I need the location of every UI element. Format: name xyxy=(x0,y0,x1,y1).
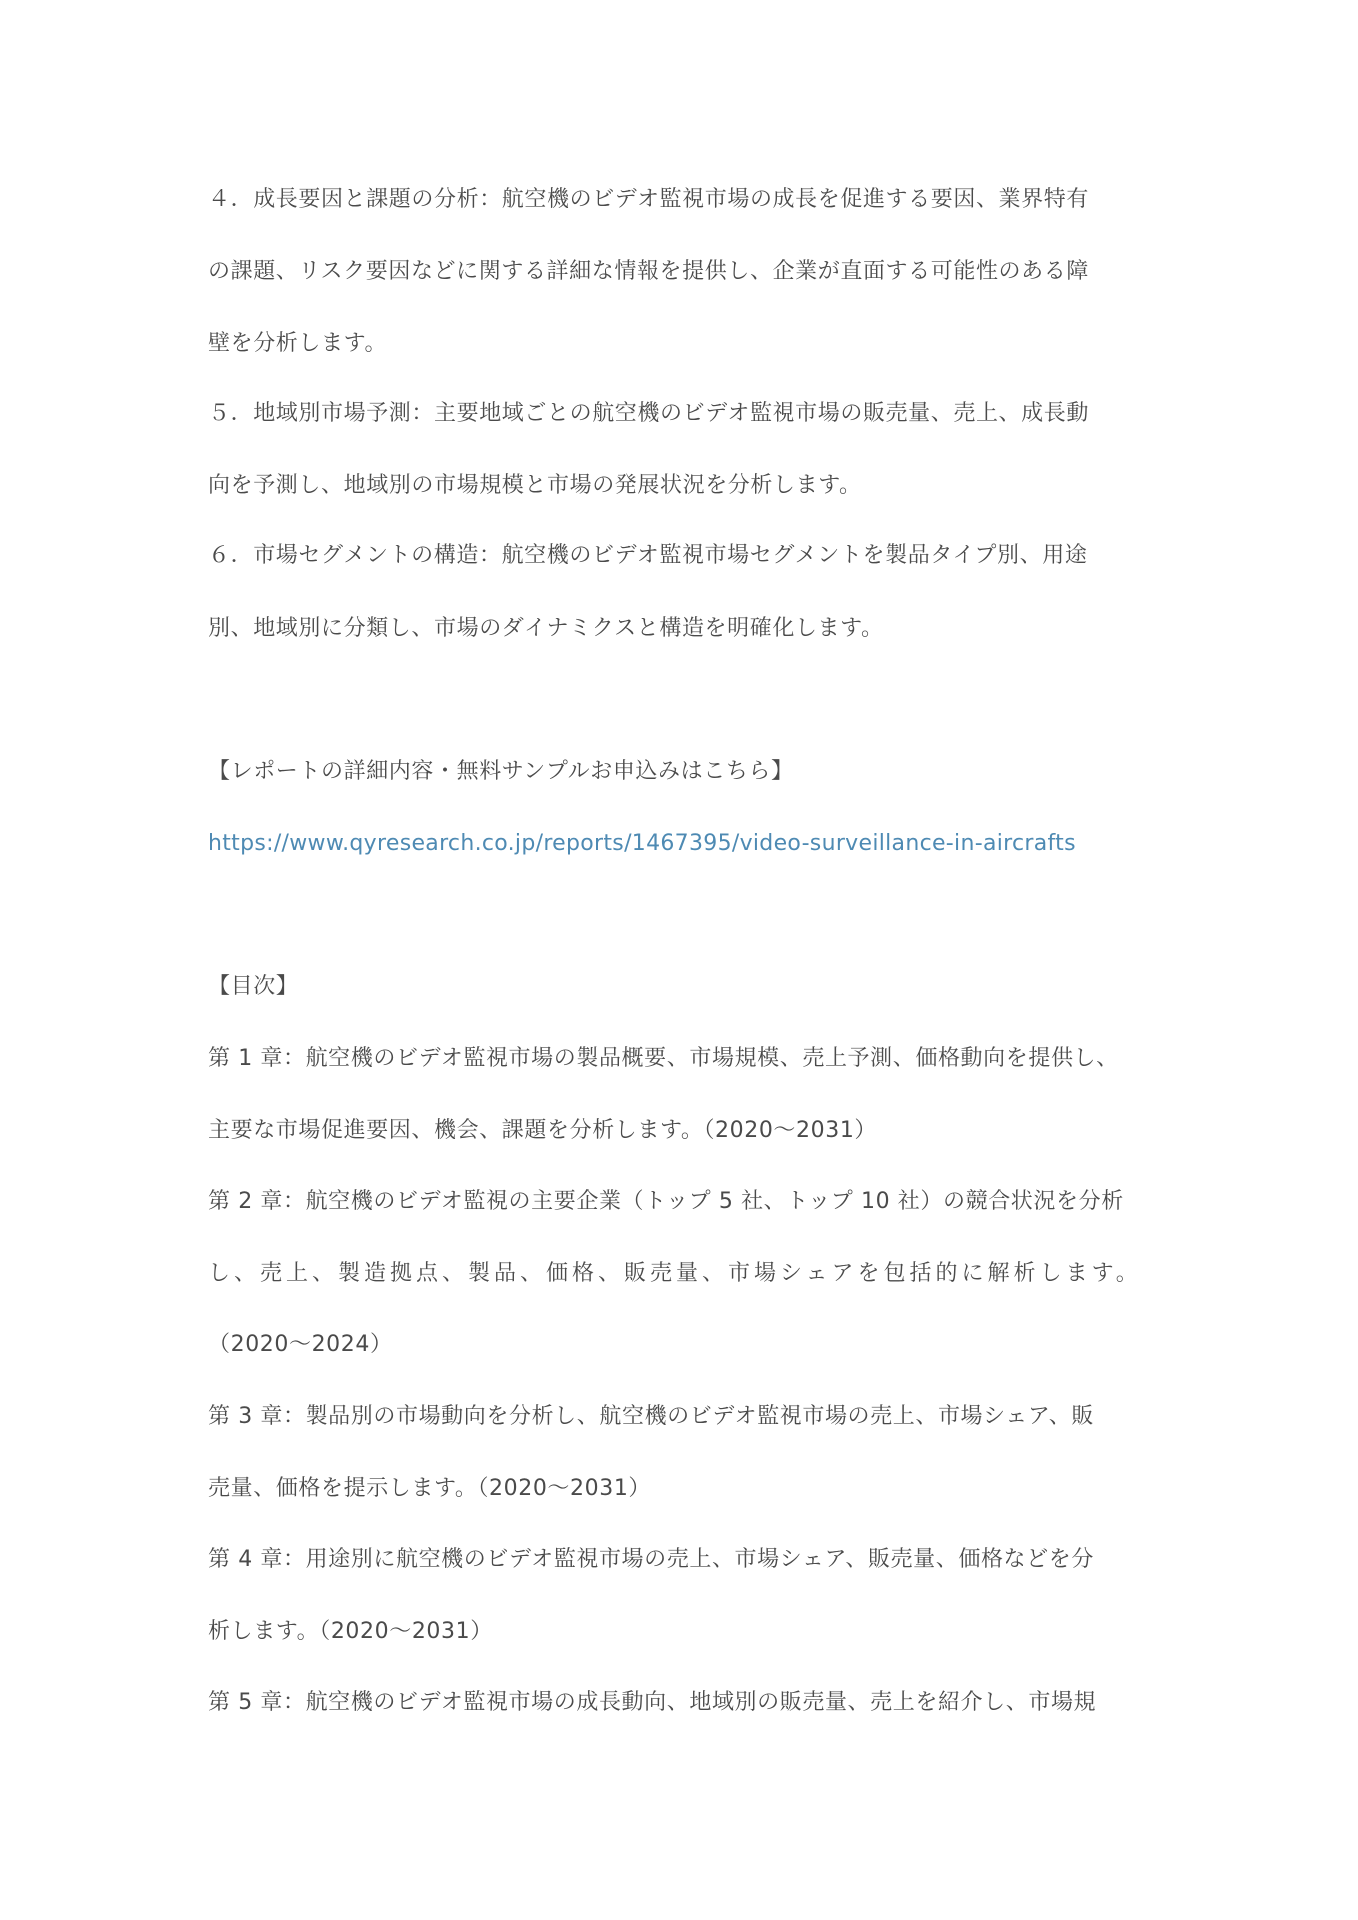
text-line: 別、地域別に分類し、市場のダイナミクスと構造を明確化します。 xyxy=(208,616,884,641)
text-line: ６．市場セグメントの構造：航空機のビデオ監視市場セグメントを製品タイプ別、用途 xyxy=(208,543,1088,568)
toc-chapter-1: 第 1 章：航空機のビデオ監視市場の製品概要、市場規模、売上予測、価格動向を提供し、 xyxy=(208,1046,1119,1071)
text-line: ４．成長要因と課題の分析：航空機のビデオ監視市場の成長を促進する要因、業界特有 xyxy=(208,187,1089,212)
toc-chapter-3: 第 3 章：製品別の市場動向を分析し、航空機のビデオ監視市場の売上、市場シェア、販 xyxy=(208,1404,1094,1429)
toc-chapter-5: 第 5 章：航空機のビデオ監視市場の成長動向、地域別の販売量、売上を紹介し、市場規 xyxy=(208,1690,1097,1715)
text-line: 売量、価格を提示します。（2020～2031） xyxy=(208,1476,652,1501)
text-line: 壁を分析します。 xyxy=(208,331,388,356)
text-line: 析します。（2020～2031） xyxy=(208,1619,493,1644)
report-url-link[interactable]: https://www.qyresearch.co.jp/reports/1467395/video-surveillance-in-aircrafts xyxy=(208,831,1076,856)
text-line: 主要な市場促進要因、機会、課題を分析します。（2020～2031） xyxy=(208,1118,878,1143)
toc-heading: 【目次】 xyxy=(208,974,299,999)
text-line: の課題、リスク要因などに関する詳細な情報を提供し、企業が直面する可能性のある障 xyxy=(208,259,1089,284)
toc-chapter-2: 第 2 章：航空機のビデオ監視の主要企業（トップ 5 社、トップ 10 社）の競合状況を分析 xyxy=(208,1189,1124,1214)
report-detail-heading: 【レポートの詳細内容・無料サンプルお申込みはこちら】 xyxy=(208,759,794,784)
text-line: し、売上、製造拠点、製品、価格、販売量、市場シェアを包括的に解析します。 xyxy=(208,1261,1142,1286)
toc-chapter-4: 第 4 章：用途別に航空機のビデオ監視市場の売上、市場シェア、販売量、価格などを分 xyxy=(208,1547,1094,1572)
text-line: ５．地域別市場予測：主要地域ごとの航空機のビデオ監視市場の販売量、売上、成長動 xyxy=(208,401,1089,426)
text-line: 向を予測し、地域別の市場規模と市場の発展状況を分析します。 xyxy=(208,473,862,498)
text-line: （2020～2024） xyxy=(208,1332,393,1357)
